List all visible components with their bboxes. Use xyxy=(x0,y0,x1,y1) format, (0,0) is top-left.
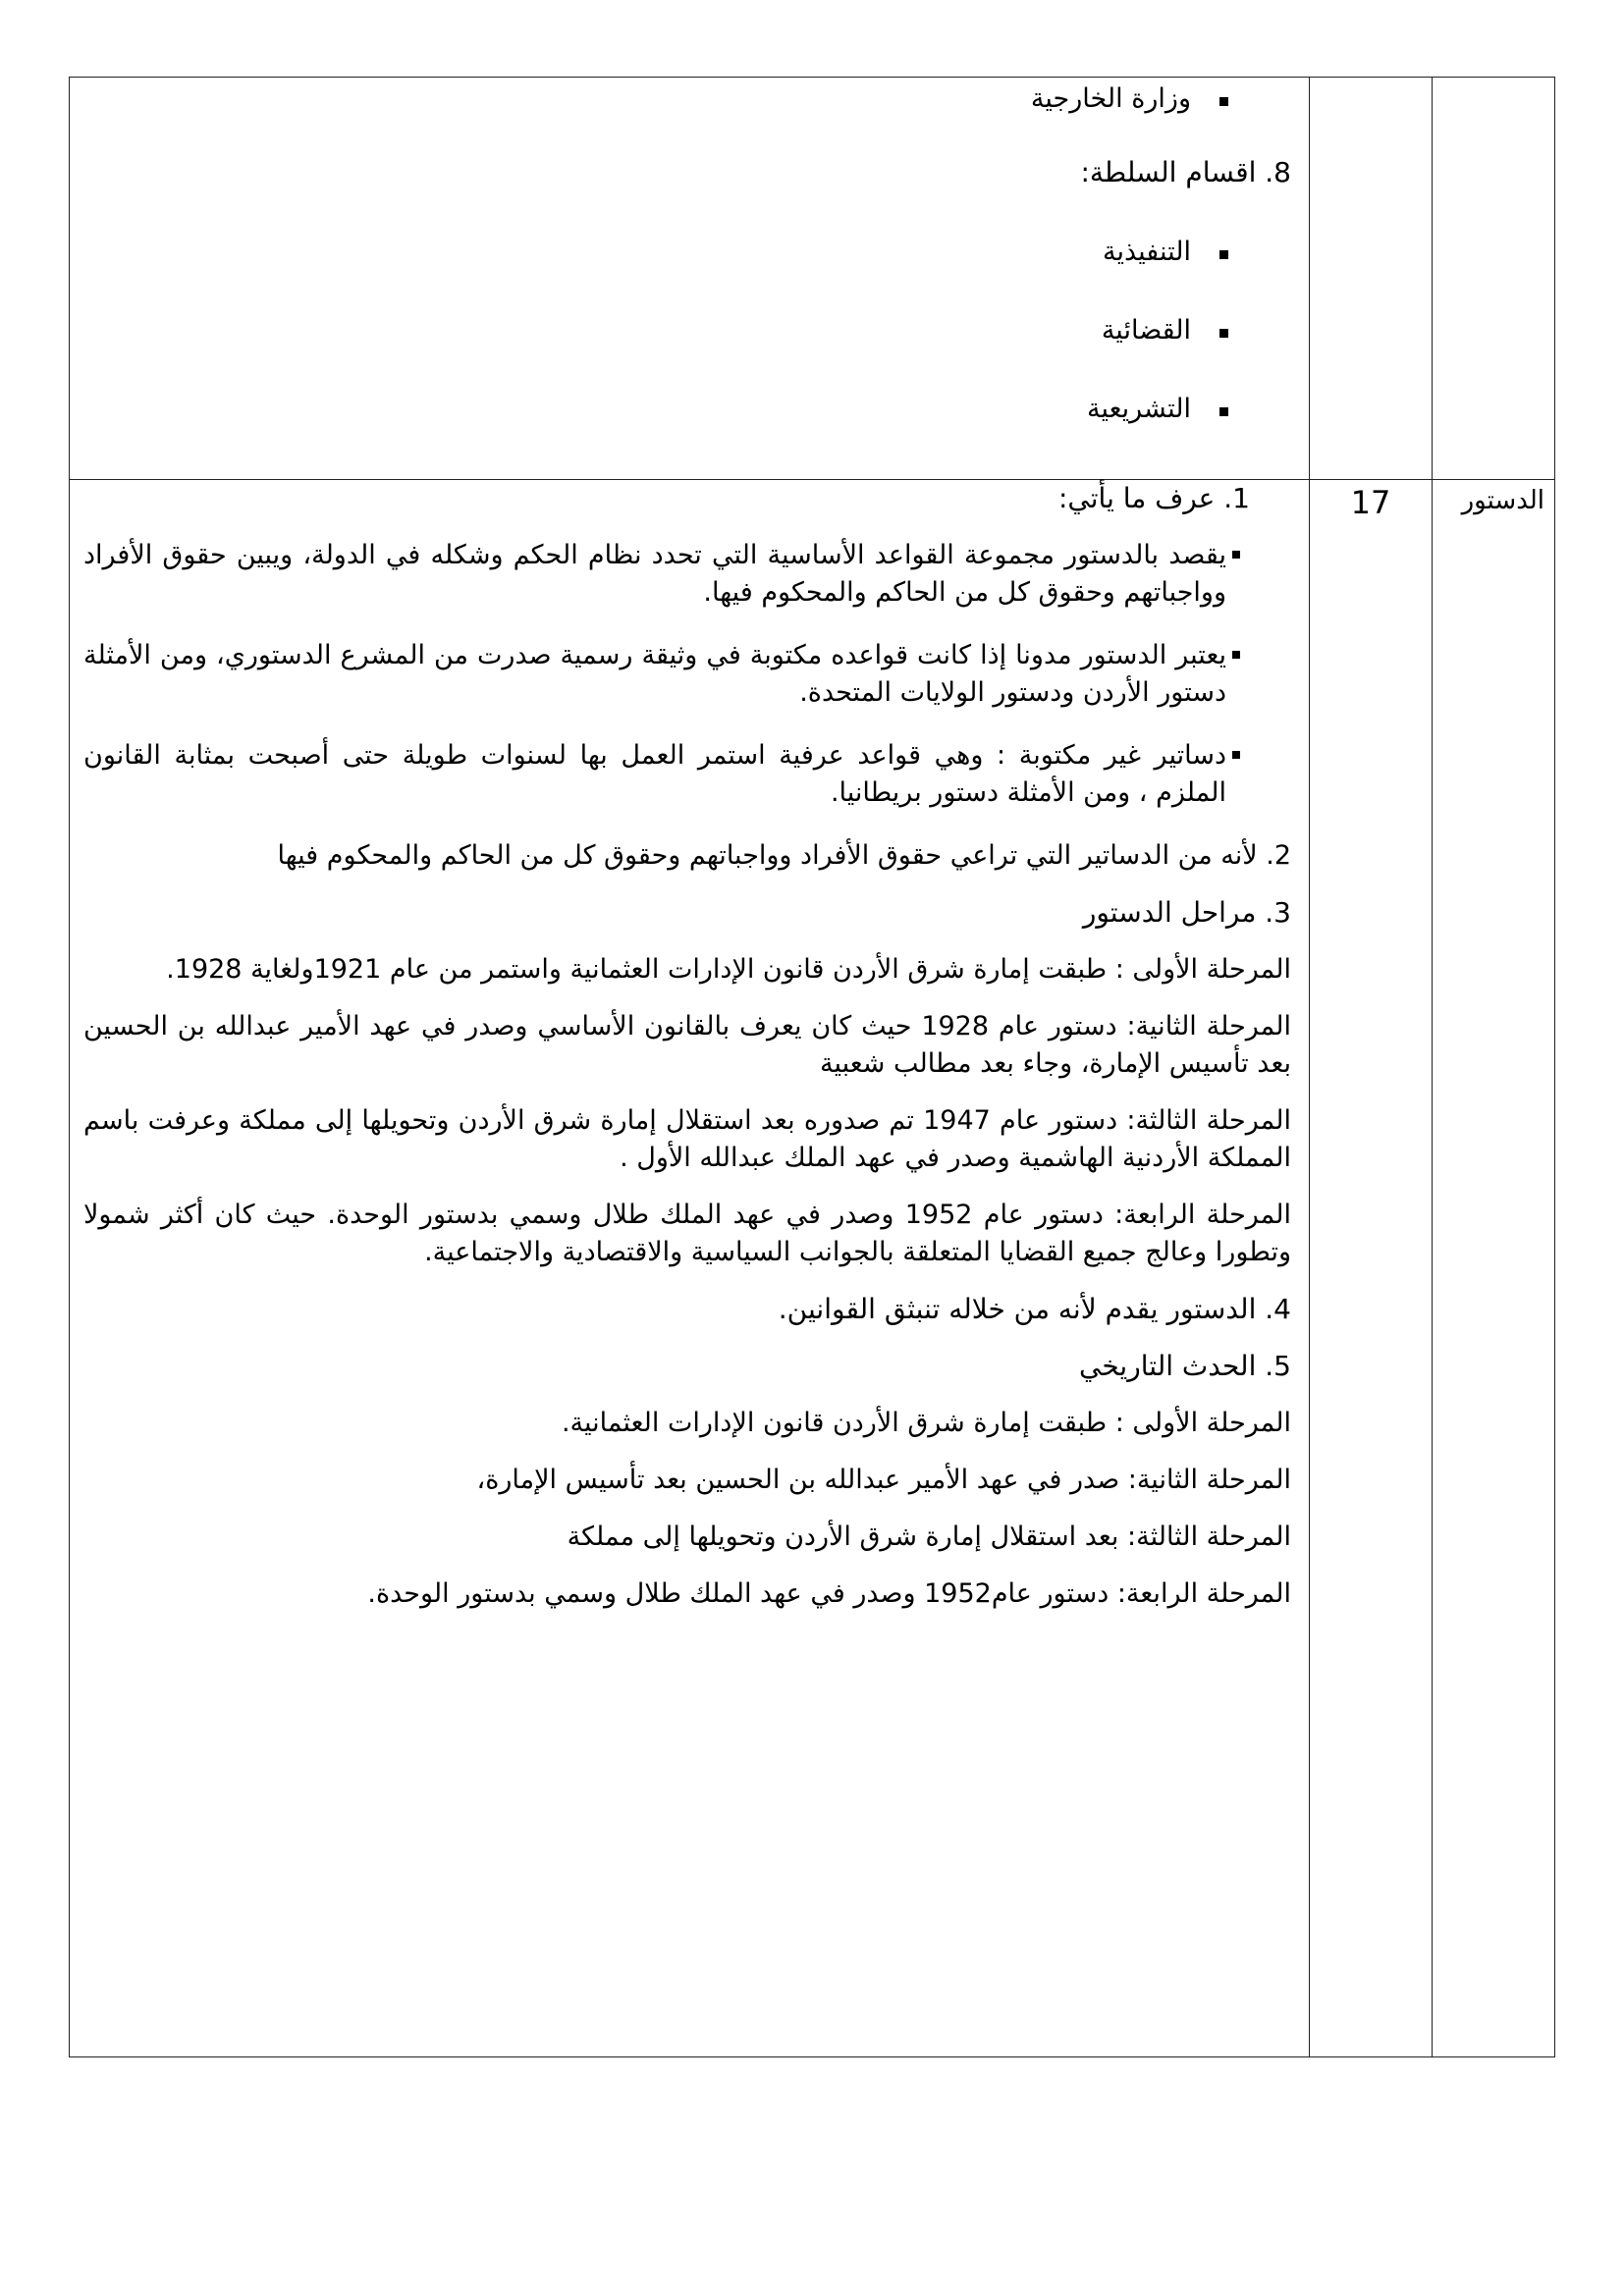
question-4-answer: 4. الدستور يقدم لأنه من خلاله تنبثق القوانين. xyxy=(778,1293,1291,1325)
question-5-heading: 5. الحدث التاريخي xyxy=(1079,1350,1291,1382)
list-item xyxy=(83,737,1297,812)
list-item: القضائية xyxy=(83,313,1297,392)
event-paragraph: المرحلة الرابعة: دستور عام1952 وصدر في عهد الملك طلال وسمي بدستور الوحدة. xyxy=(367,1578,1291,1609)
list-item: التشريعية xyxy=(83,392,1297,453)
question-3-heading: 3. مراحل الدستور xyxy=(1082,896,1291,929)
topic-cell: الدستور xyxy=(1433,480,1555,2057)
definition-text: يعتبر الدستور مدونا إذا كانت قواعده مكتوبة في وثيقة رسمية صدرت من المشرع الدستوري، ومن الأمثلة دستور الأردن ودستور الولايات المتحدة. xyxy=(83,640,1226,708)
table-row xyxy=(70,78,1555,480)
event-paragraph: المرحلة الثانية: صدر في عهد الأمير عبدالله بن الحسين بعد تأسيس الإمارة، xyxy=(476,1465,1291,1495)
answers-table xyxy=(69,77,1555,2057)
stage-paragraph: المرحلة الرابعة: دستور عام 1952 وصدر في عهد الملك طلال وسمي بدستور الوحدة. حيث كان أكثر شمولا وتطورا وعالج جميع القضايا المتعلقة بالجوانب السياسية والاقتصادية والاجتماعية. xyxy=(83,1200,1291,1267)
definition-text: دساتير غير مكتوبة : وهي قواعد عرفية استمر العمل بها لسنوات طويلة حتى أصبحت بمثابة القانون الملزم ، ومن الأمثلة دستور بريطانيا. xyxy=(83,740,1226,808)
event-paragraph: المرحلة الثالثة: بعد استقلال إمارة شرق الأردن وتحويلها إلى مملكة xyxy=(567,1522,1291,1552)
question-2-answer: 2. لأنه من الدساتير التي تراعي حقوق الأفراد وواجباتهم وحقوق كل من الحاكم والمحكوم فيها xyxy=(277,840,1291,871)
definition-text: يقصد بالدستور مجموعة القواعد الأساسية التي تحدد نظام الحكم وشكله في الدولة، ويبين حقوق الأفراد وواجباتهم وحقوق كل من الحاكم والمحكوم فيها. xyxy=(83,540,1226,608)
stage-paragraph: المرحلة الثالثة: دستور عام 1947 تم صدوره بعد استقلال إمارة شرق الأردن وتحويلها إلى مملكة وعرفت باسم المملكة الأردنية الهاشمية وصدر في عهد الملك عبدالله الأول . xyxy=(83,1105,1291,1173)
question-1-heading: 1. عرف ما يأتي: xyxy=(1057,482,1250,514)
page-number-cell xyxy=(1310,78,1433,480)
event-paragraph: المرحلة الأولى : طبقت إمارة شرق الأردن قانون الإدارات العثمانية. xyxy=(561,1408,1291,1438)
table-row xyxy=(70,480,1555,2057)
stage-paragraph: المرحلة الثانية: دستور عام 1928 حيث كان يعرف بالقانون الأساسي وصدر في عهد الأمير عبدالله بن الحسين بعد تأسيس الإمارة، وجاء بعد مطالب شعبية xyxy=(83,1011,1291,1079)
list-item: التنفيذية xyxy=(83,235,1297,313)
section-heading: 8. اقسام السلطة: xyxy=(1080,156,1291,188)
content-cell xyxy=(70,480,1310,2057)
page-number-cell: 17 xyxy=(1310,480,1433,2057)
stage-paragraph: المرحلة الأولى : طبقت إمارة شرق الأردن قانون الإدارات العثمانية واستمر من عام 1921ولغاية 1928. xyxy=(166,954,1291,985)
topic-cell xyxy=(1433,78,1555,480)
content-cell xyxy=(70,78,1310,480)
list-item xyxy=(83,637,1297,712)
list-item: وزارة الخارجية xyxy=(83,81,1297,154)
list-item xyxy=(83,537,1297,612)
